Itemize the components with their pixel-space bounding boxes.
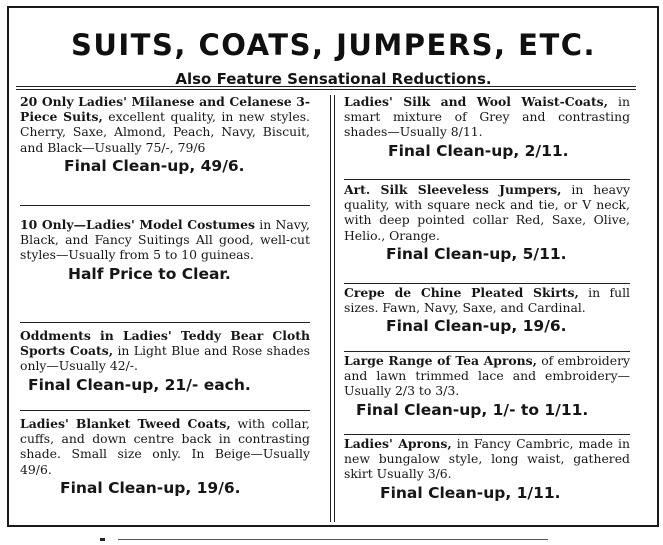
listing-description [20,416,310,477]
header-rule-bottom [16,89,636,90]
listing-waist-coats [344,94,630,161]
listing-description [20,328,310,374]
listing-body: in Navy, Black, and Fancy Suitings All good, well-cut styles—Usually from 5 to 10 guineas. [20,217,310,263]
listing-lead: 20 Only Ladies' Milanese and Celanese 3-Piece Suits, [20,94,310,125]
listing-price: Final Clean-up, 21/- each. [28,375,251,394]
listing-body: with collar, cuffs, and down centre back in contrasting shade. Small size only. In Beige—Usually 49/6. [20,416,310,477]
listing-divider [344,351,630,352]
listing-divider [344,434,630,435]
listing-price: Final Clean-up, 19/6. [386,317,567,336]
listing-divider [20,410,310,411]
listing-price: Final Clean-up, 1/- to 1/11. [356,400,589,419]
page-edge-line [118,539,548,540]
listing-model-costumes [20,217,310,284]
listing-lead: Ladies' Blanket Tweed Coats, [20,416,231,431]
listing-divider [344,179,630,180]
listing-price: Final Clean-up, 1/11. [380,483,561,502]
listing-price: Final Clean-up, 49/6. [64,156,245,175]
listing-divider [20,205,310,206]
listing-description [20,94,310,155]
advert-headline: SUITS, COATS, JUMPERS, ETC. [70,28,597,62]
column-divider-left [330,95,331,522]
listing-blanket-tweed-coats [20,416,310,498]
listing-lead: Art. Silk Sleeveless Jumpers, [344,182,562,197]
listing-pleated-skirts [344,285,630,336]
listing-lead: Crepe de Chine Pleated Skirts, [344,285,579,300]
listing-silk-jumpers [344,182,630,264]
listing-description [344,285,630,315]
listing-milanese-suits [20,94,310,176]
listing-body: in Fancy Cambric, made in new bungalow style, long waist, gathered skirt Usually 3/6. [344,436,631,482]
listing-ladies-aprons [344,436,630,503]
listing-body: in heavy quality, with square neck and tie, or V neck, with deep pointed collar Red, Saxe, Olive, Helio., Orange. [344,182,630,243]
listing-price: Final Clean-up, 2/11. [388,141,569,160]
column-divider-right [334,95,335,522]
header-rule-top [16,86,636,87]
print-mark [100,538,105,541]
listing-description [344,353,630,399]
listing-divider [344,283,630,284]
listing-price: Half Price to Clear. [68,264,231,283]
listing-description [344,436,630,482]
listing-body: of embroidery and lawn trimmed lace and embroidery—Usually 2/3 to 3/3. [344,353,630,399]
listing-lead: Ladies' Aprons, [344,436,452,451]
listing-body: in Light Blue and Rose shades only—Usually 42/-. [20,343,311,374]
listing-body: excellent quality, in new styles. Cherry, Saxe, Almond, Peach, Navy, Biscuit, and Black—Usually 75/-, 79/6 [20,109,311,155]
advert-subhead: Also Feature Sensational Reductions. [175,70,492,88]
listing-lead: 10 Only—Ladies' Model Costumes [20,217,256,232]
listing-lead: Large Range of Tea Aprons, [344,353,537,368]
listing-price: Final Clean-up, 5/11. [386,244,567,263]
listing-price: Final Clean-up, 19/6. [60,478,241,497]
listing-body: in full sizes. Fawn, Navy, Saxe, and Cardinal. [344,285,630,316]
listing-divider [20,322,310,323]
listing-lead: Ladies' Silk and Wool Waist-Coats, [344,94,608,109]
listing-description [344,94,630,140]
listing-description [344,182,630,243]
listing-teddy-bear-coats [20,328,310,395]
listing-description [20,217,310,263]
listing-body: in smart mixture of Grey and contrasting shades—Usually 8/11. [344,94,630,140]
listing-tea-aprons [344,353,630,420]
listing-lead: Oddments in Ladies' Teddy Bear Cloth Sports Coats, [20,328,310,359]
